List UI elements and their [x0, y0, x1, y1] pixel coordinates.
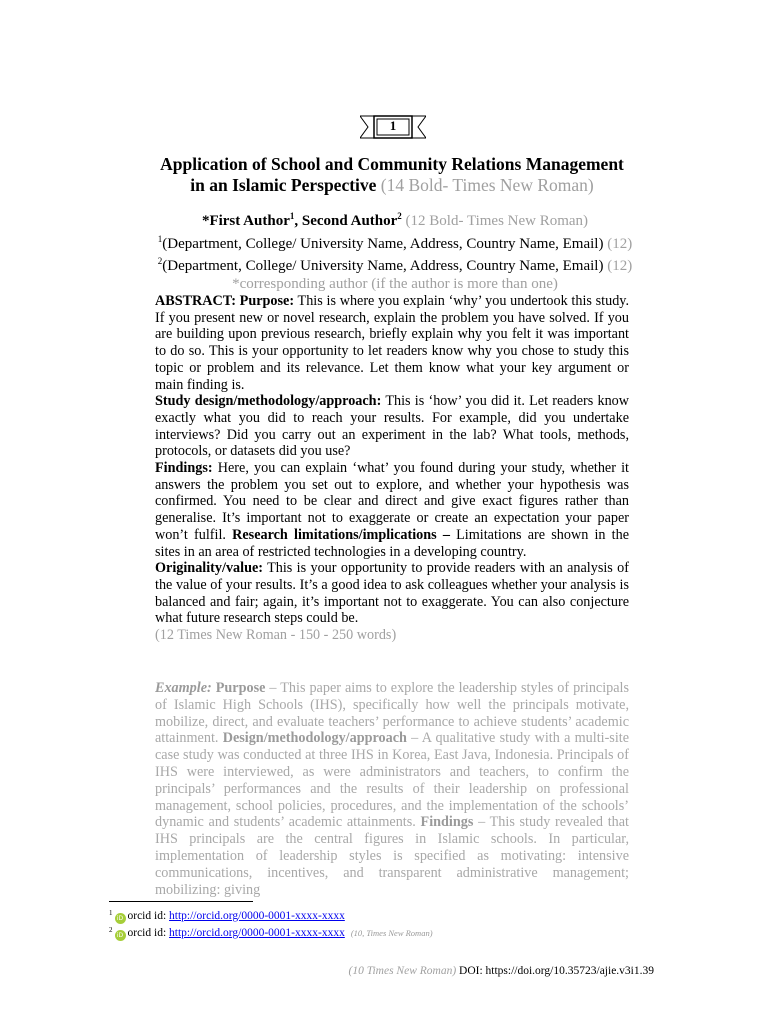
footnote-2: [109, 923, 433, 941]
originality-label: Originality/value:: [155, 560, 263, 577]
limitations-label: Research limitations/implications –: [232, 526, 450, 543]
author-names: [100, 208, 690, 231]
title-line-1: Application of School and Community Relations Management: [160, 154, 624, 174]
affiliation-1-sup: 1: [157, 233, 163, 244]
abstract-format-note: (12 Times New Roman - 150 - 250 words): [155, 627, 397, 644]
second-author-sup: 2: [397, 211, 402, 221]
purpose-text: This is where you explain ‘why’ you undertook this study. If you present new or novel research, explain the problem you have solved. If you are building upon previous research, briefly explain why you felt it was important to do so. This is your opportunity to let readers know why you chose to study this topic or problem and its relevance. Let them know what your key argument or main finding is.: [155, 293, 630, 393]
title-format-note: (14 Bold- Times New Roman): [380, 175, 594, 195]
footnote-2-label: orcid id:: [127, 927, 167, 939]
findings-text: Here, you can explain ‘what’ you found during your study, whether it answers the problem you set out to explore, and whether your hypothesis was confirmed. You need to be clear and direct and give exact figures rather than generalise. It’s important not to exaggerate or create an expectation your paper won’t fulfil.: [155, 460, 629, 543]
example-purpose-text: – This paper aims to explore the leadership styles of principals of Islamic High Schools (IHS), specifically how well the principals motivate, mobilize, direct, and evaluate teachers’ performance to achieve students’ academic attainment.: [155, 680, 629, 747]
orcid-icon: iD: [115, 913, 126, 924]
affiliation-2-text: (Department, College/ University Name, Address, Country Name, Email): [162, 258, 604, 274]
first-author-sup: 1: [289, 211, 295, 221]
design-label: Study design/methodology/approach:: [155, 393, 382, 410]
footnote-divider: [109, 901, 253, 902]
example-findings-text: – This study revealed that IHS principals are the central figures in Islamic schools. In particular, implementation of leadership styles is specified as motivating: intensive communications, incentives, and transparent administrative management; mobilizing: giving: [155, 814, 629, 898]
page-number-badge: [360, 115, 426, 139]
abstract-originality: [155, 560, 629, 627]
affiliation-2: [100, 253, 690, 276]
example-design-text: – A qualitative study with a multi-site case study was conducted at three IHS in Korea, East Java, Indonesia. Principals of IHS were interviewed, as were administrators and teachers, to confirm the principals’ performances and the results of their leadership on professional management, school policies, procedures, and the implementation of the schools’ dynamic and students’ academic attainments.: [155, 730, 629, 831]
abstract: [155, 293, 629, 644]
affiliation-1: [100, 231, 690, 254]
example-purpose-label: Purpose: [215, 680, 266, 696]
limitations-text: Limitations are shown in the sites in an area of restricted technologies in a developing country.: [155, 526, 630, 560]
second-author: , Second Author: [294, 213, 398, 229]
abstract-findings: [155, 460, 629, 560]
doi-footer: [349, 965, 655, 977]
first-author: *First Author: [201, 213, 290, 229]
design-text: This is ‘how’ you did it. Let readers know exactly what you did to reach your results. For example, did you undertake interviews? Did you carry out an experiment in the lab? What tools, methods, protocols, or datasets did you use?: [155, 393, 630, 460]
example-abstract: [155, 680, 629, 898]
doi-text: DOI: https://doi.org/10.35723/ajie.v3i1.39: [459, 965, 654, 977]
example-findings-label: Findings: [420, 814, 474, 831]
purpose-label: Purpose:: [239, 293, 295, 309]
affiliation-2-note: (12): [607, 258, 633, 274]
footnote-format-note: (10, Times New Roman): [350, 928, 433, 938]
page-number: 1: [389, 118, 397, 133]
abstract-design: [155, 393, 629, 460]
example-label: Example:: [155, 680, 212, 696]
paper-title: [110, 154, 674, 196]
title-line-2: in an Islamic Perspective: [190, 175, 377, 195]
footnote-1-orcid-link[interactable]: http://orcid.org/0000-0001-xxxx-xxxx: [169, 910, 345, 922]
footnote-2-orcid-link[interactable]: http://orcid.org/0000-0001-xxxx-xxxx: [169, 927, 345, 939]
corresponding-author-note: *corresponding author (if the author is more than one): [232, 275, 558, 292]
footnote-1: [109, 906, 345, 924]
affiliation-1-note: (12): [607, 235, 633, 252]
affiliation-1-text: (Department, College/ University Name, Address, Country Name, Email): [162, 235, 604, 252]
footnote-2-number: 2: [109, 926, 113, 934]
example-design-label: Design/methodology/approach: [222, 730, 407, 747]
footnote-1-number: 1: [109, 909, 113, 917]
author-block: [100, 208, 690, 293]
footnote-1-label: orcid id:: [127, 910, 167, 922]
originality-text: This is your opportunity to provide readers with an analysis of the value of your results. It’s a good idea to ask colleagues whether your analysis is balanced and fair; again, it’s important not to exaggerate. You can also conjecture what future research steps could be.: [155, 560, 629, 627]
orcid-icon: iD: [115, 930, 126, 941]
findings-label: Findings:: [155, 460, 213, 477]
doi-format-note: (10 Times New Roman): [348, 965, 457, 977]
abstract-label: ABSTRACT:: [155, 293, 236, 309]
affiliation-2-sup: 2: [157, 256, 163, 266]
abstract-purpose: [155, 293, 629, 393]
author-format-note: (12 Bold- Times New Roman): [405, 213, 589, 229]
